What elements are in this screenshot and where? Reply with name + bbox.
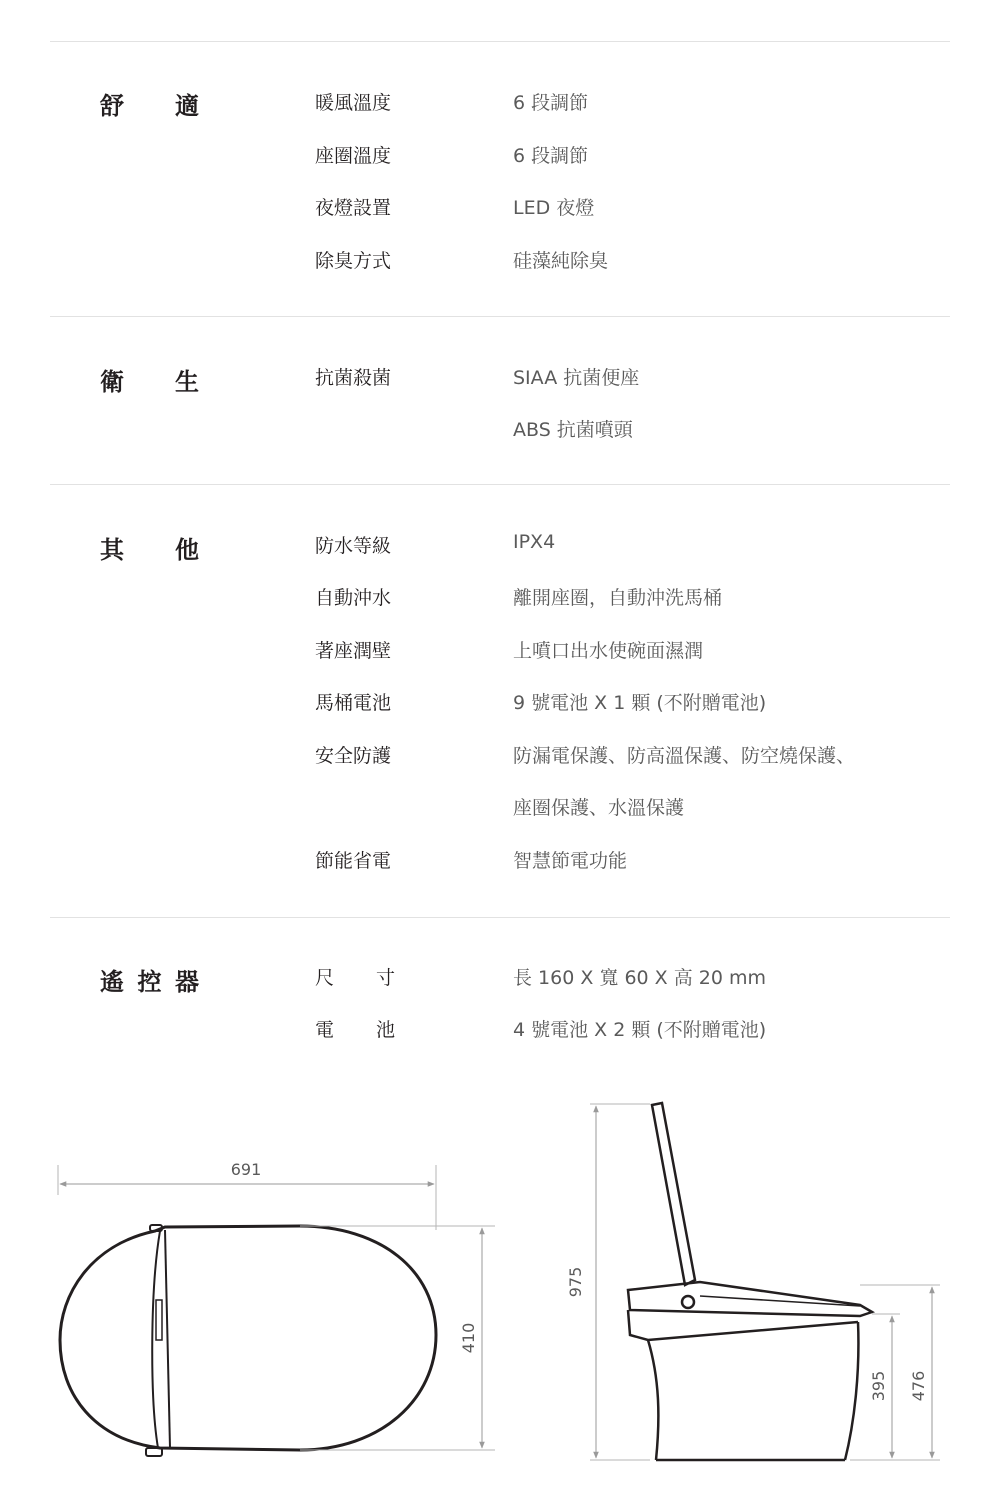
section-title-char: 生 [175,368,200,396]
toilet-top-view [60,1225,436,1456]
spec-value: 4 號電池 X 2 顆 (不附贈電池) [513,1019,767,1041]
spec-value: 6 段調節 [513,92,589,114]
spec-value: 座圈保護、水溫保護 [513,797,685,819]
dimension-open-height [566,1104,650,1460]
spec-label: 暖風溫度 [315,92,392,114]
spec-label: 除臭方式 [315,250,392,272]
spec-label: 夜燈設置 [315,197,392,219]
spec-value: SIAA 抗菌便座 [513,367,640,389]
spec-row [0,415,1000,467]
spec-row [0,688,1000,740]
spec-label [315,963,395,990]
dimension-length [58,1160,436,1230]
section-title-char: 其 [100,536,125,564]
dimension-label-length: 691 [230,1160,262,1179]
spec-value: 離開座圈，自動沖洗馬桶 [513,587,723,609]
spec-label: 座圈溫度 [315,145,392,167]
spec-row [0,141,1000,193]
spec-row [0,1015,1000,1067]
dimension-diagrams [0,1090,1000,1490]
spec-row [0,636,1000,688]
spec-value: ABS 抗菌噴頭 [513,419,633,441]
spec-label-char: 電 [315,1019,335,1041]
spec-label: 節能省電 [315,850,392,872]
spec-row [0,846,1000,898]
toilet-side-view [628,1103,872,1460]
divider-hygiene-other [50,484,950,485]
divider-comfort-hygiene [50,316,950,317]
spec-label: 抗菌殺菌 [315,367,392,389]
spec-label-char: 池 [375,1019,395,1041]
spec-value: 智慧節電功能 [513,850,628,872]
spec-value: 9 號電池 X 1 顆 (不附贈電池) [513,692,767,714]
spec-label [315,1015,395,1042]
section-title-char: 遙 [100,968,125,996]
spec-label: 防水等級 [315,535,392,557]
section-title-char: 器 [175,968,200,996]
section-title-char: 他 [175,536,200,564]
dimension-diagram-svg [0,1090,1000,1490]
section-title-char: 控 [137,968,163,996]
spec-row [0,793,1000,845]
spec-row [0,363,1000,415]
dimension-label-open-height: 975 [566,1266,585,1298]
divider-other-remote [50,917,950,918]
spec-label: 安全防護 [315,745,392,767]
spec-label-char: 寸 [375,967,395,989]
spec-value: 6 段調節 [513,145,589,167]
spec-row [0,583,1000,635]
spec-value: 長 160 X 寬 60 X 高 20 mm [513,967,766,989]
dimension-label-tank-height: 476 [909,1370,928,1402]
section-title-char: 舒 [100,92,125,120]
divider-top [50,41,950,42]
spec-row [0,741,1000,793]
dimension-label-seat-height: 395 [869,1370,888,1402]
section-title-char: 衛 [100,368,125,396]
spec-row [0,531,1000,583]
spec-value: 防漏電保護、防高溫保護、防空燒保護、 [513,745,856,767]
spec-value: 上噴口出水使碗面濕潤 [513,640,704,662]
spec-label: 自動沖水 [315,587,392,609]
spec-label-char: 尺 [315,967,335,989]
dimension-label-width: 410 [459,1322,478,1354]
spec-label: 馬桶電池 [315,692,392,714]
spec-row [0,193,1000,245]
spec-row [0,246,1000,298]
spec-value: LED 夜燈 [513,197,595,219]
spec-value: IPX4 [513,531,556,553]
spec-label: 著座潤壁 [315,640,392,662]
spec-row [0,88,1000,140]
spec-value: 硅藻純除臭 [513,250,609,272]
section-title-char: 適 [175,92,200,120]
spec-row [0,963,1000,1015]
